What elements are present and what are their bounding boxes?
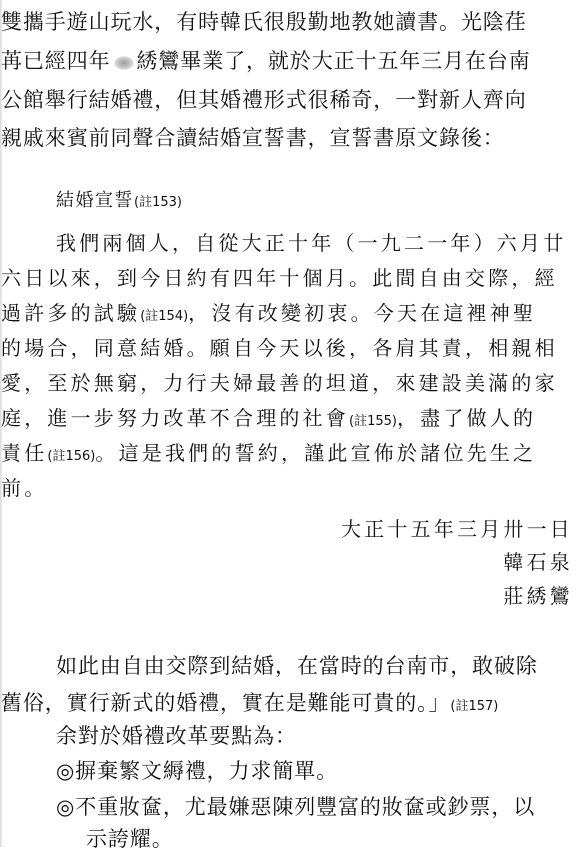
oath-line-6a: 庭，進一步努力改革不合理的社會 <box>1 406 349 430</box>
oath-line-6 <box>1 402 536 431</box>
after-line-2a: 舊俗，實行新式的婚禮，實在是難能可貴的。」 <box>1 691 451 715</box>
oath-signature-2: 莊綉鸞 <box>503 584 573 608</box>
intro-line-2a: 苒已經四年 <box>1 49 111 73</box>
oath-line-3b: ，沒有改變初衷。今天在這裡神聖 <box>188 301 537 325</box>
after-line-3: 余對於婚禮改革要點為： <box>56 724 297 748</box>
oath-line-4: 的場合，同意結婚。願自今天以後，各肩其責，相親相 <box>1 336 558 360</box>
intro-line-3: 公館舉行結婚禮，但其婚禮形式很稀奇，一對新人齊向 <box>1 88 527 112</box>
oath-title-text: 結婚宣誓 <box>56 190 134 211</box>
after-line-1: 如此由自由交際到結婚，在當時的台南市，敢破除 <box>56 654 538 678</box>
oath-line-3a: 過許多的試驗 <box>1 301 141 325</box>
intro-line-2 <box>1 45 531 75</box>
oath-line-7b: 。這是我們的誓約，謹此宣佈於諸位先生之 <box>95 441 537 465</box>
oath-line-7-note: (註156) <box>47 449 96 464</box>
intro-line-4: 親戚來賓前同聲合讀結婚宣誓書，宣誓書原文錄後： <box>1 126 505 150</box>
after-line-2-note: (註157) <box>450 699 499 714</box>
intro-line-2b: 綉鸞畢業了，就於大正十五年三月在台南 <box>136 49 531 73</box>
oath-line-5: 愛，至於無窮，力行夫婦最善的坦道，來建設美滿的家 <box>1 371 558 395</box>
intro-line-1: 雙攜手遊山玩水，有時韓氏很殷勤地教她讀書。光陰荏 <box>1 10 527 34</box>
oath-line-7 <box>1 437 536 466</box>
oath-line-6b: ，盡了做人的 <box>396 406 537 430</box>
smudge-mark <box>114 56 134 70</box>
after-bullet-2-cont: 示誇耀。 <box>86 827 174 851</box>
oath-date: 大正十五年三月卅一日 <box>341 517 573 541</box>
oath-line-3-note: (註154) <box>140 309 189 324</box>
after-bullet-1: ◎摒棄繁文縟禮，力求簡單。 <box>56 759 339 783</box>
after-bullet-2: ◎不重妝奩，尤最嫌惡陳列豐富的妝奩或鈔票，以 <box>56 795 536 819</box>
oath-line-6-note: (註155) <box>349 414 397 429</box>
oath-title <box>56 186 182 212</box>
oath-line-7a: 責任 <box>1 441 48 465</box>
oath-line-8: 前。 <box>1 476 48 500</box>
oath-title-note: (註153) <box>134 195 182 210</box>
oath-line-1: 我們兩個人，自從大正十年（一九二一年）六月廿 <box>56 231 567 255</box>
oath-signature-1: 韓石泉 <box>503 550 573 574</box>
oath-line-3 <box>1 297 536 326</box>
after-line-2 <box>1 687 498 717</box>
oath-line-2: 六日以來，到今日約有四年十個月。此間自由交際，經 <box>1 266 558 290</box>
